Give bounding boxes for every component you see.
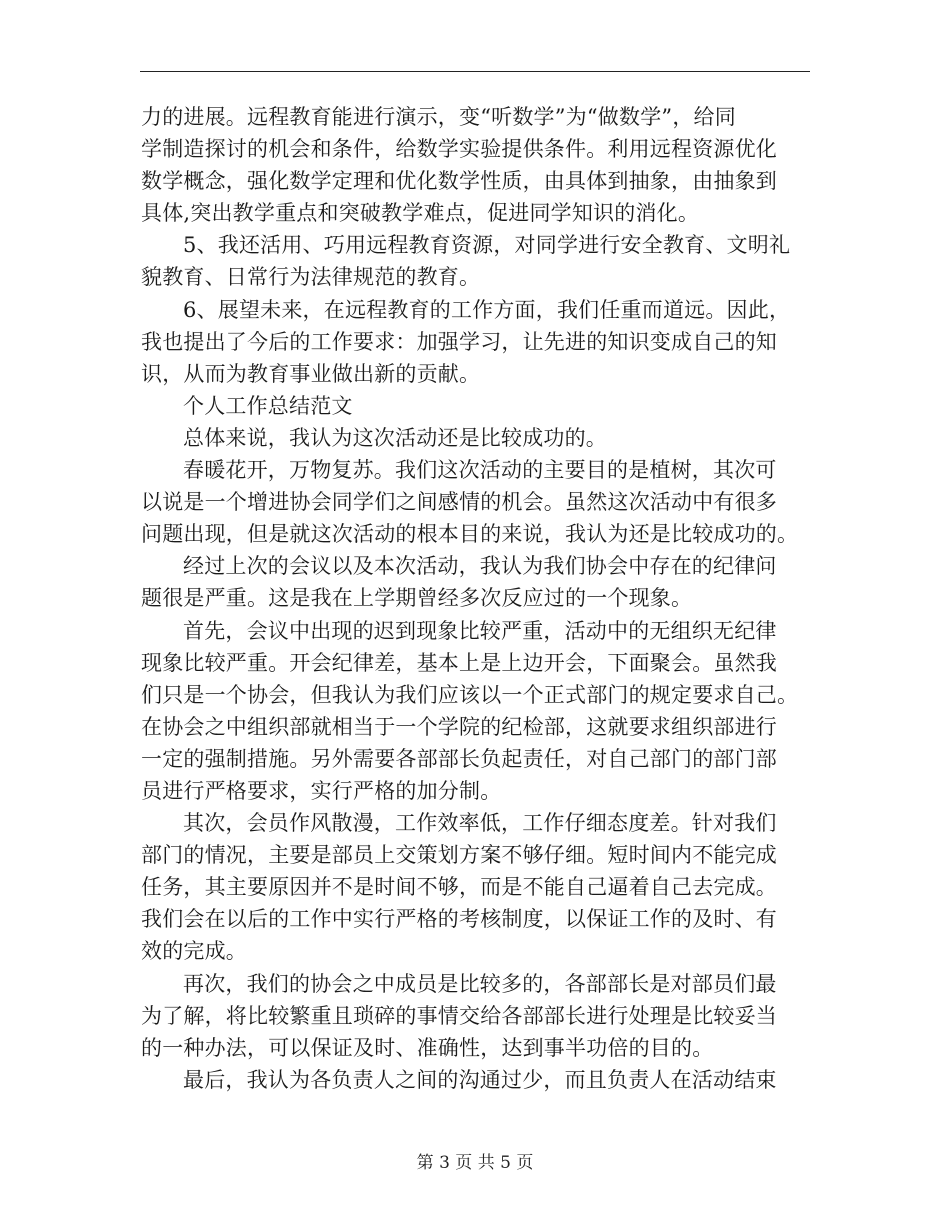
text-line: 任务，其主要原因并不是时间不够，而是不能自己逼着自己去完成。: [141, 875, 777, 900]
text-line: 数学概念，强化数学定理和优化数学性质，由具体到抽象，由抽象到: [141, 169, 777, 194]
text-line: 问题出现，但是就这次活动的根本目的来说，我认为还是比较成功的。: [141, 522, 799, 547]
text-line: 力的进展。远程教育能进行演示，变“听数学”为“做数学”，给同: [141, 105, 736, 129]
text-line: 其次，会员作风散漫，工作效率低，工作仔细态度差。针对我们: [183, 811, 777, 836]
document-body: [141, 101, 809, 1096]
text-line: 以说是一个增进协会同学们之间感情的机会。虽然这次活动中有很多: [141, 490, 777, 515]
text-line: 我也提出了今后的工作要求：加强学习，让先进的知识变成自己的知: [141, 329, 777, 354]
text-line: 为了解，将比较繁重且琐碎的事情交给各部部长进行处理是比较妥当: [141, 1003, 777, 1028]
text-line: 们只是一个协会，但我认为我们应该以一个正式部门的规定要求自己。: [141, 682, 799, 707]
text-line: 员进行严格要求，实行严格的加分制。: [141, 778, 502, 803]
text-line: 部门的情况，主要是部员上交策划方案不够仔细。短时间内不能完成: [141, 843, 777, 868]
text-line: 个人工作总结范文: [183, 393, 353, 418]
text-line: 貌教育、日常行为法律规范的教育。: [141, 265, 481, 290]
page-number: 第 3 页 共 5 页: [416, 1153, 534, 1173]
text-line: 一定的强制措施。另外需要各部部长负起责任，对自己部门的部门部: [141, 746, 777, 771]
text-line: 题很是严重。这是我在上学期曾经多次反应过的一个现象。: [141, 586, 693, 611]
text-line: 再次，我们的协会之中成员是比较多的，各部部长是对部员们最: [183, 971, 777, 996]
text-line: 在协会之中组织部就相当于一个学院的纪检部，这就要求组织部进行: [141, 714, 777, 739]
text-line: 6、展望未来，在远程教育的工作方面，我们任重而道远。因此，: [183, 297, 791, 322]
text-line: 识，从而为教育事业做出新的贡献。: [141, 361, 481, 386]
text-line: 现象比较严重。开会纪律差，基本上是上边开会，下面聚会。虽然我: [141, 650, 777, 675]
text-line: 最后，我认为各负责人之间的沟通过少，而且负责人在活动结束: [183, 1067, 777, 1092]
text-line: 首先，会议中出现的迟到现象比较严重，活动中的无组织无纪律: [183, 618, 777, 643]
text-line: 春暖花开，万物复苏。我们这次活动的主要目的是植树，其次可: [183, 458, 777, 483]
text-line: 学制造探讨的机会和条件，给数学实验提供条件。利用远程资源优化: [141, 137, 777, 162]
header-rule: [140, 71, 810, 72]
text-line: 效的完成。: [141, 939, 247, 964]
text-line: 我们会在以后的工作中实行严格的考核制度，以保证工作的及时、有: [141, 907, 777, 932]
text-line: 经过上次的会议以及本次活动，我认为我们协会中存在的纪律问: [183, 554, 777, 579]
text-line: 的一种办法，可以保证及时、准确性，达到事半功倍的目的。: [141, 1035, 714, 1060]
text-line: 总体来说，我认为这次活动还是比较成功的。: [183, 425, 607, 450]
text-line: 5、我还活用、巧用远程教育资源，对同学进行安全教育、文明礼: [183, 233, 791, 258]
text-line: 具体,突出教学重点和突破教学难点，促进同学知识的消化。: [141, 201, 700, 226]
